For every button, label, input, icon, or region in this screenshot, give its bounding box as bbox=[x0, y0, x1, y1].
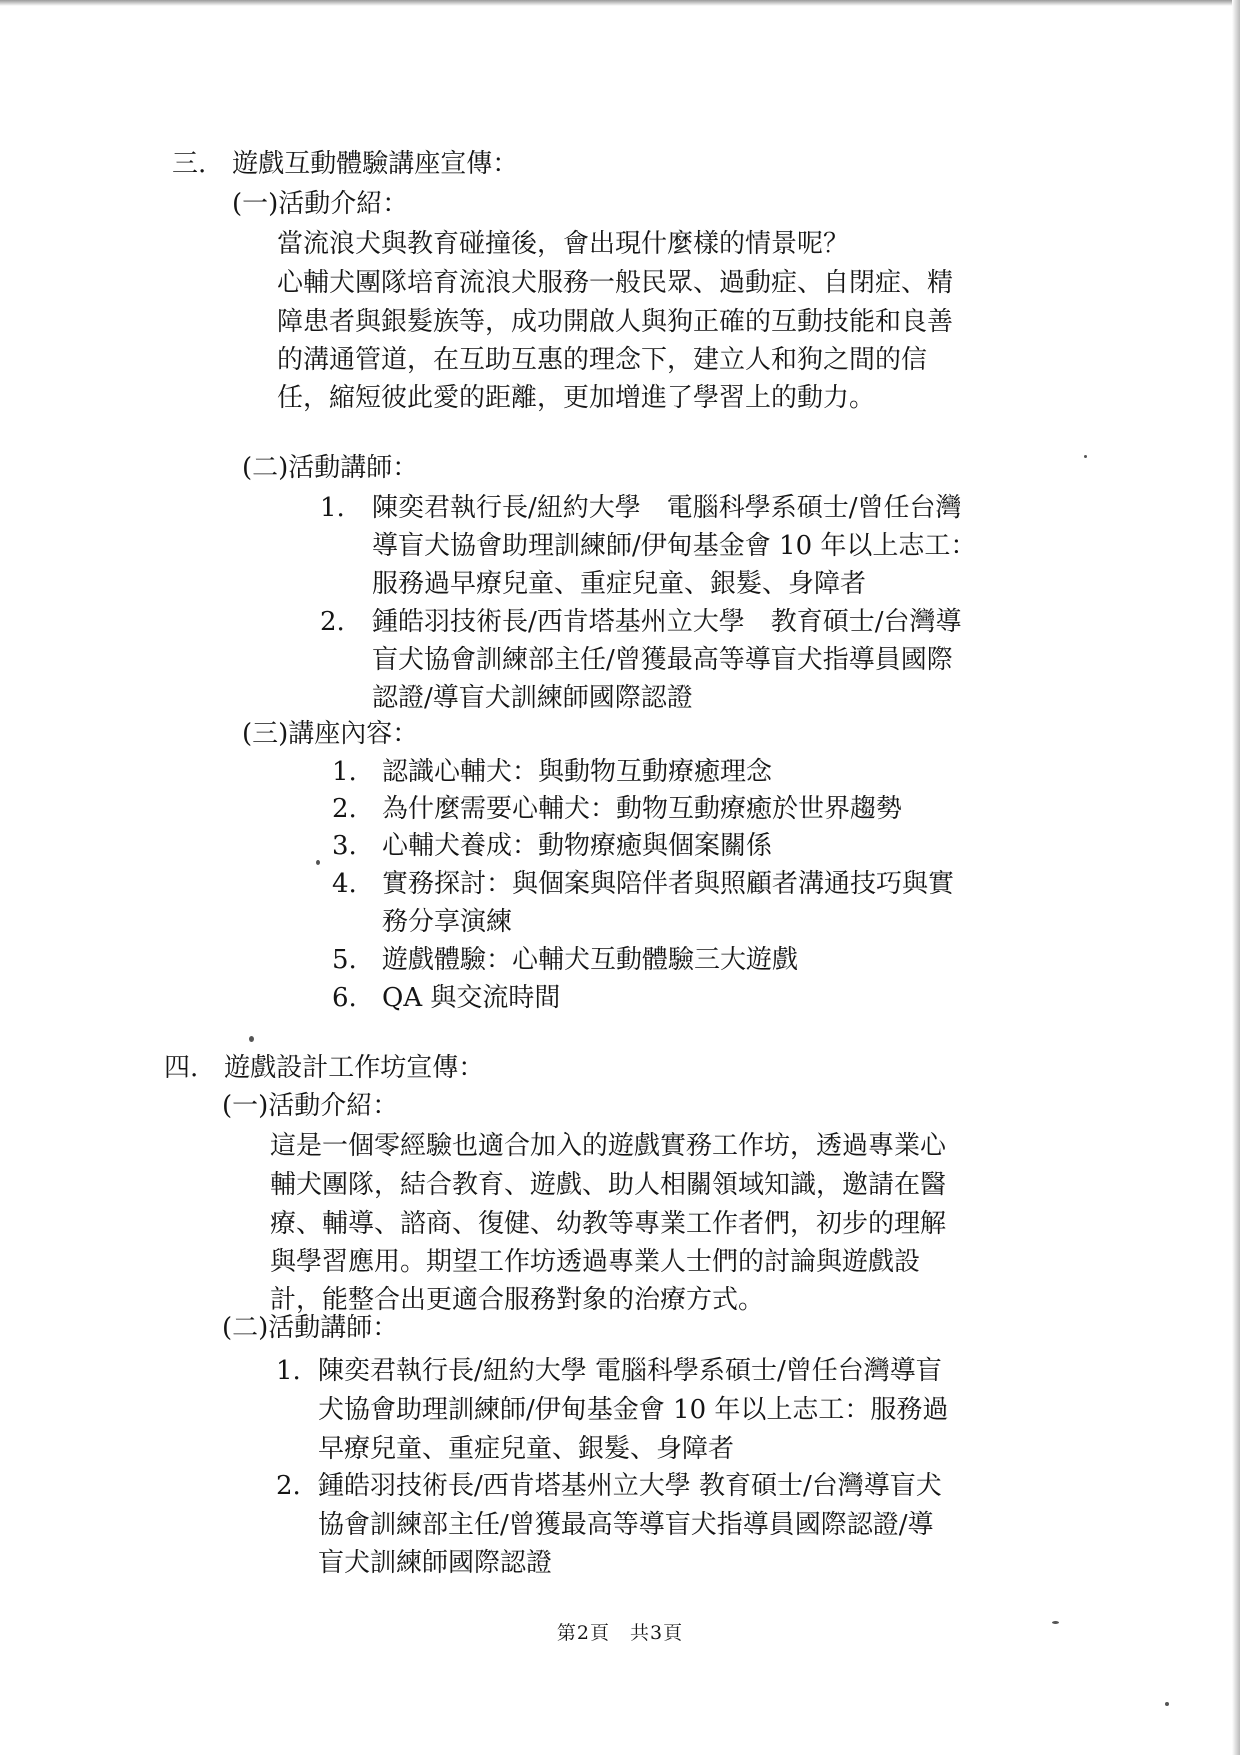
list-number: 1. bbox=[320, 493, 345, 523]
section-3-instructors-label: (二)活動講師： bbox=[242, 453, 419, 483]
section-4-intro-line: 與學習應用。期望工作坊透過專業人士們的討論與遊戲設 bbox=[270, 1247, 921, 1277]
section-3-content-label: (三)講座內容： bbox=[242, 719, 419, 749]
section-3-intro-line: 當流浪犬與教育碰撞後，會出現什麼樣的情景呢？ bbox=[277, 229, 850, 259]
instructor-line: 認證/導盲犬訓練師國際認證 bbox=[372, 683, 693, 713]
section-4-intro-line: 這是一個零經驗也適合加入的遊戲實務工作坊，透過專業心 bbox=[270, 1131, 947, 1161]
list-number: 2. bbox=[332, 794, 357, 824]
instructor-line: 犬協會助理訓練師/伊甸基金會 10 年以上志工：服務過 bbox=[318, 1395, 949, 1425]
instructor-line: 盲犬協會訓練部主任/曾獲最高等導盲犬指導員國際 bbox=[372, 645, 953, 675]
list-number: 6. bbox=[332, 983, 357, 1013]
content-line: QA 與交流時間 bbox=[382, 983, 561, 1013]
section-4-intro-line: 計，能整合出更適合服務對象的治療方式。 bbox=[270, 1285, 765, 1315]
section-3-intro-line: 障患者與銀髮族等，成功開啟人與狗正確的互動技能和良善 bbox=[277, 307, 954, 337]
section-4-intro-line: 療、輔導、諮商、復健、幼教等專業工作者們，初步的理解 bbox=[270, 1209, 947, 1239]
instructor-line: 早療兒童、重症兒童、銀髮、身障者 bbox=[318, 1434, 735, 1464]
instructor-line: 陳奕君執行長/紐約大學 電腦科學系碩士/曾任台灣 bbox=[372, 493, 962, 523]
instructor-line: 鍾皓羽技術長/西肯塔基州立大學 教育碩士/台灣導盲犬 bbox=[318, 1471, 942, 1501]
section-3-intro-line: 心輔犬團隊培育流浪犬服務一般民眾、過動症、自閉症、精 bbox=[277, 268, 954, 298]
list-number: 2. bbox=[320, 607, 345, 637]
list-number: 3. bbox=[332, 831, 357, 861]
content-line: 遊戲體驗：心輔犬互動體驗三大遊戲 bbox=[382, 945, 799, 975]
list-number: 5. bbox=[332, 945, 357, 975]
section-3-intro-line: 任，縮短彼此愛的距離，更加增進了學習上的動力。 bbox=[277, 383, 876, 413]
instructor-line: 服務過早療兒童、重症兒童、銀髮、身障者 bbox=[372, 569, 867, 599]
instructor-line: 協會訓練部主任/曾獲最高等導盲犬指導員國際認證/導 bbox=[318, 1510, 934, 1540]
list-number: 4. bbox=[332, 869, 357, 899]
section-3-intro-label: (一)活動介紹： bbox=[232, 189, 409, 219]
scan-edge-right bbox=[1232, 0, 1240, 1755]
content-line: 為什麼需要心輔犬：動物互動療癒於世界趨勢 bbox=[382, 794, 903, 824]
instructor-line: 導盲犬協會助理訓練師/伊甸基金會 10 年以上志工： bbox=[372, 531, 977, 561]
scan-edge-top bbox=[0, 0, 1240, 6]
section-4-intro-label: (一)活動介紹： bbox=[222, 1091, 399, 1121]
list-number: 1. bbox=[276, 1356, 301, 1386]
scan-speck bbox=[1165, 1702, 1169, 1706]
scan-speck bbox=[1084, 455, 1087, 458]
section-3-heading: 三. 遊戲互動體驗講座宣傳： bbox=[172, 149, 519, 179]
scan-speck bbox=[1052, 1621, 1059, 1624]
content-line: 心輔犬養成：動物療癒與個案關係 bbox=[382, 831, 773, 861]
section-4-heading: 四. 遊戲設計工作坊宣傳： bbox=[164, 1053, 485, 1083]
content-line: 務分享演練 bbox=[382, 907, 513, 937]
page-number-footer: 第2頁 共3頁 bbox=[556, 1622, 684, 1644]
content-line: 認識心輔犬：與動物互動療癒理念 bbox=[382, 757, 773, 787]
section-3-intro-line: 的溝通管道，在互助互惠的理念下，建立人和狗之間的信 bbox=[277, 345, 928, 375]
section-4-instructors-label: (二)活動講師： bbox=[222, 1313, 399, 1343]
instructor-line: 鍾皓羽技術長/西肯塔基州立大學 教育碩士/台灣導 bbox=[372, 607, 962, 637]
section-4-intro-line: 輔犬團隊，結合教育、遊戲、助人相關領域知識，邀請在醫 bbox=[270, 1170, 947, 1200]
scan-speck bbox=[316, 860, 320, 865]
list-number: 2. bbox=[276, 1471, 301, 1501]
instructor-line: 陳奕君執行長/紐約大學 電腦科學系碩士/曾任台灣導盲 bbox=[318, 1356, 942, 1386]
list-number: 1. bbox=[332, 757, 357, 787]
instructor-line: 盲犬訓練師國際認證 bbox=[318, 1548, 553, 1578]
content-line: 實務探討：與個案與陪伴者與照顧者溝通技巧與實 bbox=[382, 869, 955, 899]
scan-speck bbox=[249, 1036, 254, 1042]
